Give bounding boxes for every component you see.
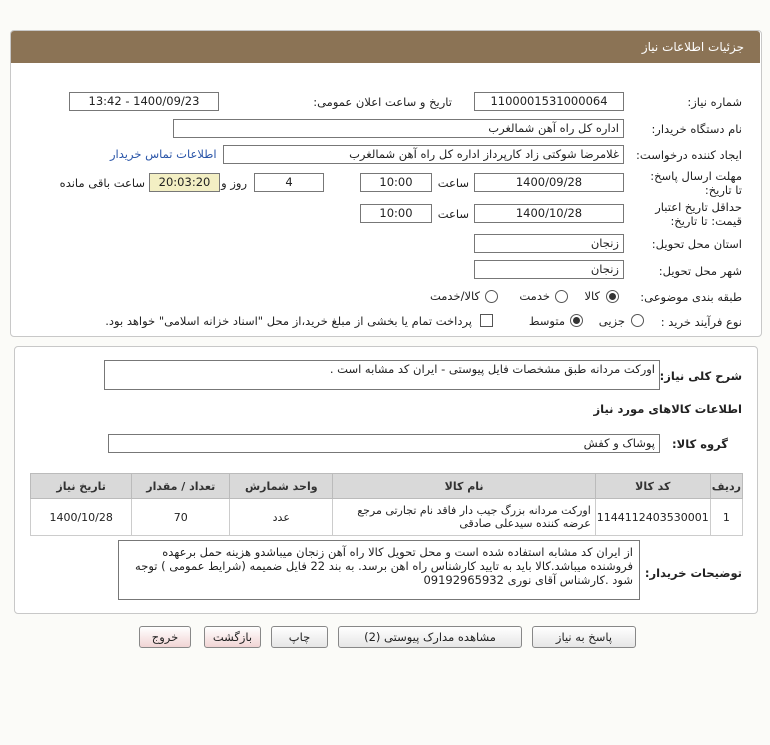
- process-minor-label: جزیی: [598, 314, 625, 328]
- print-button[interactable]: چاپ: [271, 626, 328, 648]
- header-code: کد کالا: [595, 474, 710, 499]
- header-name: نام کالا: [333, 474, 595, 499]
- header-date: تاریخ نیاز: [31, 474, 132, 499]
- back-button[interactable]: بازگشت: [204, 626, 261, 648]
- deadline-time-field: 10:00: [360, 173, 432, 192]
- requester-label: ایجاد کننده درخواست:: [636, 148, 742, 162]
- process-minor-radio[interactable]: [631, 314, 644, 327]
- validity-label: حداقل تاریخ اعتبار قیمت: تا تاریخ:: [655, 200, 742, 228]
- city-label: شهر محل تحویل:: [658, 264, 742, 278]
- process-medium-label: متوسط: [528, 314, 565, 328]
- category-goods-radio[interactable]: [606, 290, 619, 303]
- category-service-label: خدمت: [519, 289, 550, 303]
- category-goods-service-radio[interactable]: [485, 290, 498, 303]
- cell-unit: عدد: [230, 499, 333, 536]
- validity-time-field: 10:00: [360, 204, 432, 223]
- category-service-radio[interactable]: [555, 290, 568, 303]
- goods-table: [30, 473, 743, 536]
- cell-date: 1400/10/28: [31, 499, 132, 536]
- buyer-contact-link[interactable]: اطلاعات تماس خریدار: [110, 147, 217, 161]
- header-unit: واحد شمارش: [230, 474, 333, 499]
- goods-info-title: اطلاعات کالاهای مورد نیاز: [593, 402, 742, 416]
- cell-qty: 70: [132, 499, 230, 536]
- province-label: استان محل تحویل:: [651, 237, 742, 251]
- cell-name: اورکت مردانه بزرگ جیب دار فاقد نام تجارتی مرجع عرضه کننده سیدعلی صادقی: [333, 499, 595, 536]
- attachments-button[interactable]: مشاهده مدارک پیوستی (2): [338, 626, 522, 648]
- city-field: زنجان: [474, 260, 624, 279]
- header-row-number: ردیف: [710, 474, 742, 499]
- goods-group-field: پوشاک و کفش: [108, 434, 660, 453]
- cell-code: 1144112403530001: [595, 499, 710, 536]
- panel-title: جزئیات اطلاعات نیاز: [641, 40, 744, 54]
- remaining-label: ساعت باقی مانده: [59, 176, 145, 190]
- category-goods-label: کالا: [584, 289, 600, 303]
- need-number-field: 1100001531000064: [474, 92, 624, 111]
- treasury-payment-note: پرداخت تمام یا بخشی از مبلغ خرید،از محل "اسناد خزانه اسلامی" خواهد بود.: [105, 314, 472, 328]
- goods-group-label: گروه کالا:: [672, 437, 728, 451]
- announce-field: 1400/09/23 - 13:42: [69, 92, 219, 111]
- header-qty: تعداد / مقدار: [132, 474, 230, 499]
- table-row: [31, 499, 743, 536]
- cell-row-number: 1: [710, 499, 742, 536]
- need-number-label: شماره نیاز:: [687, 95, 742, 109]
- process-label: نوع فرآیند خرید :: [660, 315, 742, 329]
- category-goods-service-label: کالا/خدمت: [429, 289, 480, 303]
- process-medium-radio[interactable]: [570, 314, 583, 327]
- days-label: روز و: [221, 176, 247, 190]
- table-header-row: [31, 474, 743, 499]
- requester-field: غلامرضا شوکتی زاد کارپرداز اداره کل راه آهن شمالغرب: [223, 145, 624, 164]
- deadline-date-field: 1400/09/28: [474, 173, 624, 192]
- buyer-org-field: اداره کل راه آهن شمالغرب: [173, 119, 624, 138]
- province-field: زنجان: [474, 234, 624, 253]
- buyer-notes-label: توضیحات خریدار:: [644, 566, 742, 580]
- remaining-time-field: 20:03:20: [149, 173, 220, 192]
- buyer-notes-field: از ایران کد مشابه استفاده شده است و محل تحویل کالا راه آهن زنجان میباشدو هزینه حمل برعهده فروشنده میباشد.کالا باید به تایید کارشناس راه اهن برسد. به بند 22 فایل ضمیمه (شرایط عمومی ) توجه شود .کارشناس آقای نوری 09192965932: [118, 540, 640, 600]
- validity-time-label: ساعت: [437, 207, 469, 221]
- deadline-time-label: ساعت: [437, 176, 469, 190]
- reply-button[interactable]: پاسخ به نیاز: [532, 626, 636, 648]
- validity-date-field: 1400/10/28: [474, 204, 624, 223]
- days-field: 4: [254, 173, 324, 192]
- buyer-org-label: نام دستگاه خریدار:: [651, 122, 742, 136]
- summary-field: اورکت مردانه طبق مشخصات فایل پیوستی - ایران کد مشابه است .: [104, 360, 660, 390]
- treasury-payment-checkbox[interactable]: [480, 314, 493, 327]
- category-label: طبقه بندی موضوعی:: [640, 290, 742, 304]
- exit-button[interactable]: خروج: [139, 626, 191, 648]
- panel-header: [11, 31, 760, 63]
- deadline-label: مهلت ارسال پاسخ: تا تاریخ:: [650, 169, 742, 197]
- summary-label: شرح کلی نیاز:: [659, 369, 742, 383]
- announce-label: تاریخ و ساعت اعلان عمومی:: [313, 95, 452, 109]
